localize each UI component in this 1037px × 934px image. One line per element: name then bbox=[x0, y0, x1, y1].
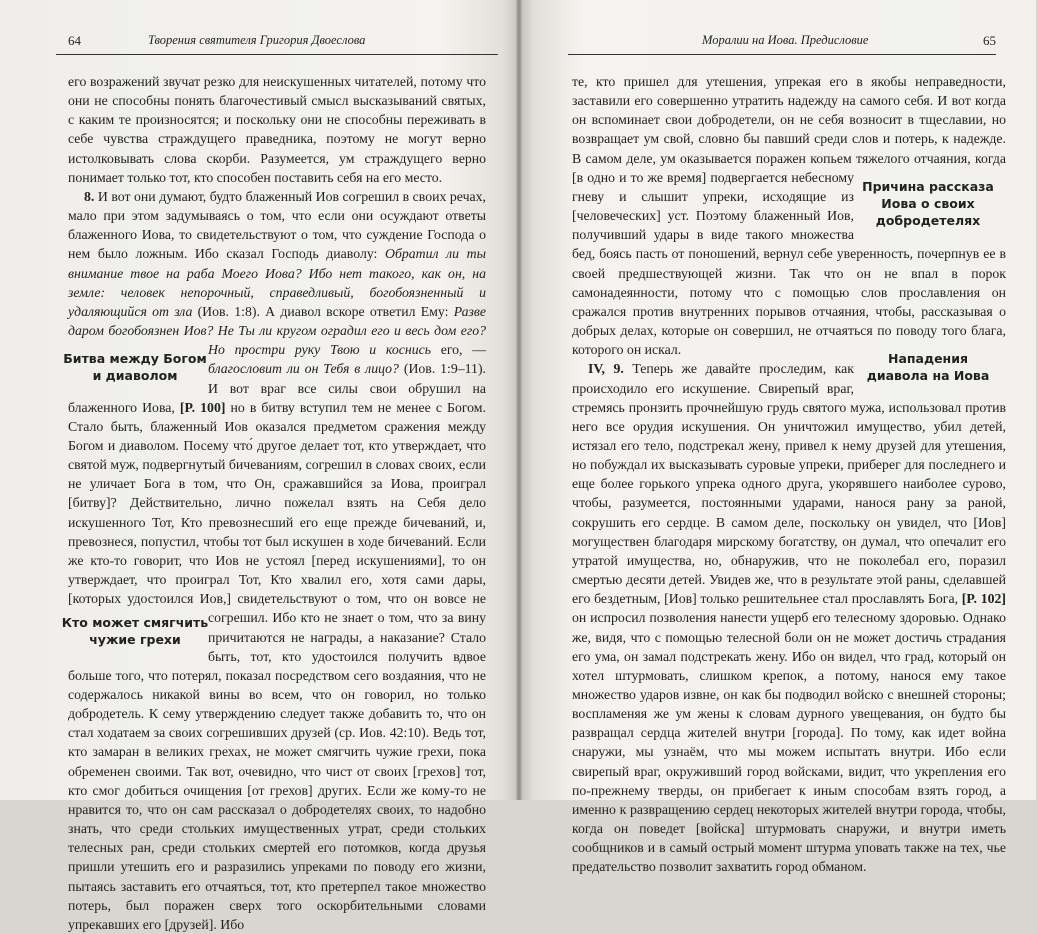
text-run: (Иов. 1:8). А диавол вскоре ответил Ему: bbox=[192, 303, 454, 319]
right-running-title: Моралии на Иова. Предисловие bbox=[702, 33, 869, 47]
left-page bbox=[0, 0, 518, 932]
left-body-text bbox=[68, 72, 486, 934]
page-reference: [P. 100] bbox=[179, 399, 226, 415]
scripture-quote: благословит ли он Тебя в лицо? bbox=[208, 361, 399, 377]
left-side-heading-2: Кто может смягчить чужие грехи bbox=[61, 615, 209, 647]
paragraph: те, кто пришел для утешения, упрекая его в якобы неправедности, заставили его совершенно утратить надежду на самого себя. И вот когда он вспоминает свои добродетели, он не себя возносит в тщеславии, но возвращает ум свой, словно бы павший среди слов и потерь, к надежде. В самом деле, ум оказывается поражен копьем тяжелого отчаяния, когда [в одно и то же время] подвергается небесному гневу и слышит упреки, исходящие из [человеческих] уст. Поэтому блаженный Иов, получивший удары в виде такого множества бед, боясь пасть от поношений, вернул себе уверенность, почерпнув ее в своей предшествующей жизни. Так что он не впал в порок самонадеянности, потому что с помощью слов прославления он сражался против внутренних порывов отчаяния, чтобы, рассказывая о добрых делах, которые он совершил, не отчаяться по поводу того блага, которого он искал. bbox=[572, 74, 1006, 358]
page-reference: [P. 102] bbox=[961, 591, 1006, 607]
book-gutter bbox=[516, 0, 522, 800]
text-run: И вот они думают, будто блаженный Иов согрешил в своих речах, мало при этом задумываясь о том, что если они осуждают ответы блаженного Иова, то свидетельствуют о том, что суждение Господа о нем было ложным. Ибо сказал Господь диаволу: bbox=[68, 188, 486, 262]
paragraph-number: IV, 9. bbox=[588, 361, 624, 377]
text-run: Теперь же давайте проследим, как происходило его искушение. Свирепый враг, стремясь пронзить прочнейшую грудь святого мужа, использовал против него все орудия искушения. Он уничтожил имущество, убил детей, истязал его тело, подстрекал жену, привел к нему друзей для утешения, но побуждал их высказывать суровые упреки, приберег для последнего и еще более горького упрека одного друга, укорявшего наиболее сурово, чтобы, разумеется, постоянными ударами, нанося рану за раной, сокрушить его сердце. В самом деле, поскольку он увидел, что [Иов] могуществен благодаря мирскому богатству, он думал, что опечалит его утратой имущества, но, обнаружив, что не поколебал его, поразил смертью десяти детей. Увидев же, что в результате этой раны, сделавшей его бездетным, [Иов] только решительнее стал прославлять Бога, bbox=[572, 361, 1006, 607]
left-running-header bbox=[56, 30, 498, 55]
text-run: (Иов. 1:9–11). И вот враг все силы свои обрушил на блаженного Иова, bbox=[68, 361, 487, 415]
right-side-heading-1: Причина рассказа Иова о своих добродетелях bbox=[862, 179, 994, 228]
left-page-number: 64 bbox=[68, 33, 81, 48]
paragraph: его возражений звучат резко для неискушенных читателей, потому что они не способны понять благочестивый смысл высказываний святых, с каким те произносятся; и поскольку они не способны переживать в себе чувства страждущего праведника, поэтому не могут верно истолковывать слова скорби. Разумеется, ум страждущего верно понимает только тот, кто способен поставить себя на его место. bbox=[68, 74, 486, 185]
paragraph bbox=[68, 187, 486, 934]
scripture-quote: Разве даром богобоязнен Иов? Не Ты ли кругом оградил его и весь дом его? Но простри руку Твою и коснись bbox=[68, 303, 486, 358]
scripture-quote: Обратил ли ты внимание твое на раба Моего Иова? Ибо нет такого, как он, на земле: человек непорочный, справедливый, богобоязненный и удаляющийся от зла bbox=[68, 246, 486, 319]
right-page bbox=[518, 0, 1036, 875]
text-run: он испросил позволения нанести ущерб его телесному здоровью. Однако же, видя, что с помощью телесной боли он не может достичь страдания его ума, он замал подстрекать жену. Ибо он видел, что град, который он хотел штурмовать, слишком крепок, а потому, нанося ему такое множество ударов извне, он как бы подводил войско с внешней стороны; воспламеняя же ум жены к словам дурного увещевания, он будто бы развращал сердца жителей внутри [города]. По тому, как идет война снаружи, мы узнаём, что мы можем испытать внутри. Ибо если свирепый враг, окруживший город войсками, видит, что укрепления его по-прежнему тверды, он прибегает к иным способам взять город, а именно к развращению сердец некоторых жителей внутри города, чтобы, когда он поведет [войска] штурмовать снаружи, и внутри иметь сообщников и в самый острый момент штурма уповать также на тех, чье предательство позволит захватить город обманом. bbox=[572, 610, 1006, 875]
right-side-heading-2: Нападения диавола на Иова bbox=[866, 351, 990, 383]
left-running-title: Творения святителя Григория Двоеслова bbox=[148, 33, 366, 47]
text-run: но в битву вступил тем не менее с Богом. Стало быть, блаженный Иов оказался предметом сражения между Богом и диаволом. Посему что́ другое делает тот, кто утверждает, что святой муж, подвергнутый бичеваниям, согрешил в словах своих, если не уличает Бога в том, что Он, сражавшийся за Иова, проиграл [битву]? Действительно, лично пожелал взять на Себя дело искушенного Тот, Кто превознесший его еще прежде бичеваний, и, превознеся, попустил, чтобы тот был искушен в ходе бичеваний. Если же кто-то говорит, что Иов не устоял [перед искушениями], то он утверждает, что проиграл Тот, Кто хвалил его, хотя сами дары, [которых удостоился Иов,] свидетельствуют о том, что он вовсе не согрешил. Ибо кто не знает о том, что за вину причитаются не награды, а наказание? Стало быть, тот, кто удостоился получить вдвое больше того, что потерял, показал посредством сего воздаяния, что не содержалось никакой вины во всем, что он говорил, но только добродетель. К сему утверждению следует также добавить то, что он стал ходатаем за своих согрешивших друзей (ср. Иов. 42:10). Ведь тот, кто замаран в великих грехах, не может смягчить чужие грехи, пока обременен своими. Так вот, очевидно, что чист от своих [грехов] тот, кто смог добиться очищения [от грехов] других. Если же кому-то не нравится то, что он сам рассказал о добродетелях своих, то надобно знать, что среди стольких имущественных утрат, среди стольких телесных ран, среди стольких смертей его потомков, когда друзья пришли утешить его и разразились упреками по поводу его жизни, пытаясь заставить его отчаяться, тот, кто претерпел такое множество потерь, был поражен сверх того оскорбительными словами упрекавших его [друзей]. Ибо bbox=[68, 399, 486, 932]
left-side-heading-1: Битва между Богом и диаволом bbox=[63, 351, 207, 383]
paragraph bbox=[572, 359, 1006, 876]
right-running-header bbox=[568, 30, 996, 55]
text-run: его, — bbox=[431, 342, 486, 358]
paragraph-number: 8. bbox=[84, 188, 95, 204]
right-page-number: 65 bbox=[983, 33, 996, 48]
